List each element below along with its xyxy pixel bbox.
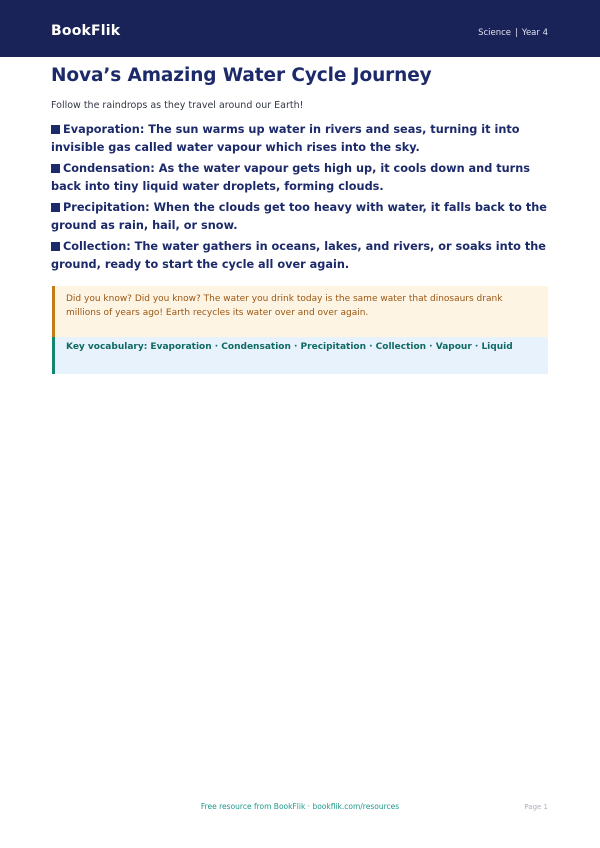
step-precipitation — [51, 199, 551, 234]
square-bullet-icon — [51, 203, 60, 212]
square-bullet-icon — [51, 242, 60, 251]
footer-link[interactable]: Free resource from BookFlik · bookflik.com/resources — [200, 802, 400, 811]
step-text: Condensation: As the water vapour gets high up, it cools down and turns back into tiny liquid water droplets, forming clouds. — [51, 162, 531, 193]
step-text: Evaporation: The sun warms up water in rivers and seas, turning it into invisible gas called water vapour which rises into the sky. — [51, 123, 520, 154]
header-meta — [478, 28, 548, 38]
page-title: Nova’s Amazing Water Cycle Journey — [51, 65, 432, 86]
square-bullet-icon — [51, 125, 60, 134]
step-text: Precipitation: When the clouds get too heavy with water, it falls back to the ground as rain, hail, or snow. — [51, 201, 547, 232]
key-vocabulary-box — [52, 337, 548, 374]
page-header — [0, 0, 600, 57]
step-condensation — [51, 160, 551, 195]
step-collection — [51, 238, 551, 273]
brand-logo[interactable]: BookFlik — [51, 23, 121, 39]
header-separator: | — [515, 28, 518, 38]
vocabulary-text: Key vocabulary: Evaporation · Condensation · Precipitation · Collection · Vapour · Liquid — [66, 342, 513, 352]
water-cycle-steps — [51, 121, 551, 277]
step-evaporation — [51, 121, 551, 156]
year-label: Year 4 — [521, 28, 548, 38]
square-bullet-icon — [51, 164, 60, 173]
page-subtitle: Follow the raindrops as they travel around our Earth! — [51, 100, 304, 111]
did-you-know-callout — [52, 286, 548, 337]
step-text: Collection: The water gathers in oceans, lakes, and rivers, or soaks into the ground, ready to start the cycle all over again. — [51, 240, 546, 271]
subject-label: Science — [478, 28, 512, 38]
callout-text: Did you know? Did you know? The water you drink today is the same water that dinosaurs drank millions of years ago! Earth recycles its water over and over again. — [66, 294, 503, 318]
page-number: Page 1 — [524, 803, 548, 811]
